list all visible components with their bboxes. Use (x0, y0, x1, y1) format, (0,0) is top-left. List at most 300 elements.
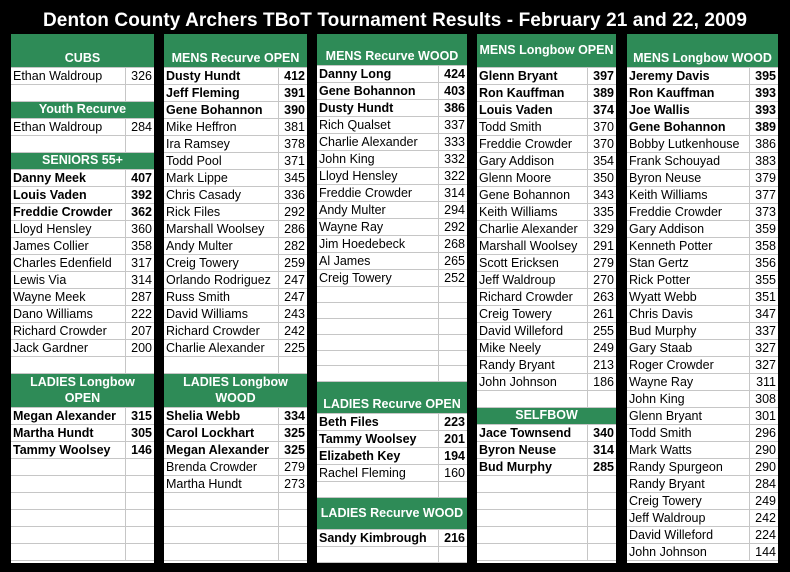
result-row (164, 136, 307, 153)
archer-name: Creig Towery (319, 270, 392, 285)
archer-name: David Willeford (479, 324, 564, 338)
empty-cell (317, 482, 438, 497)
empty-cell (11, 527, 125, 543)
archer-score: 356 (749, 255, 778, 271)
result-row (317, 253, 467, 270)
archer-name: Beth Files (319, 415, 379, 430)
archer-score: 247 (278, 289, 307, 305)
result-row (164, 68, 307, 85)
archer-name: Lloyd Hensley (13, 222, 92, 236)
archer-name: Shelia Webb (166, 409, 241, 423)
empty-cell (278, 527, 307, 543)
result-row (627, 323, 778, 340)
result-row (477, 289, 616, 306)
empty-row (164, 544, 307, 561)
result-row (627, 102, 778, 119)
archer-score: 393 (749, 102, 778, 118)
archer-name: Glenn Bryant (629, 409, 702, 423)
archer-score: 252 (438, 270, 467, 286)
result-row (164, 119, 307, 136)
archer-name: Chris Davis (629, 307, 693, 321)
archer-score: 332 (438, 151, 467, 167)
empty-cell (438, 482, 467, 497)
empty-cell (278, 510, 307, 526)
empty-cell (317, 287, 438, 302)
result-row (317, 151, 467, 168)
empty-cell (11, 85, 125, 101)
archer-name: Ethan Waldroup (13, 69, 103, 83)
empty-cell (125, 527, 154, 543)
archer-score: 225 (278, 340, 307, 356)
archer-name: Elizabeth Key (319, 449, 401, 464)
archer-name: John King (319, 151, 375, 166)
archer-score: 327 (749, 357, 778, 373)
result-row (317, 270, 467, 287)
result-row (477, 187, 616, 204)
page-title: Denton County Archers TBoT Tournament Results - February 21 and 22, 2009 (42, 10, 747, 31)
archer-name: Gary Addison (629, 222, 705, 236)
archer-score: 247 (278, 272, 307, 288)
results-column (11, 34, 154, 563)
archer-score: 290 (749, 442, 778, 458)
archer-name: Jeff Waldroup (479, 273, 556, 287)
archer-name: Sandy Kimbrough (319, 531, 427, 546)
archer-name: Dusty Hundt (319, 100, 394, 115)
result-row (11, 238, 154, 255)
archer-name: Lloyd Hensley (319, 168, 398, 183)
empty-cell (587, 493, 616, 509)
archer-name: Richard Crowder (479, 290, 573, 304)
empty-cell (11, 510, 125, 526)
division-title: LADIES Recurve OPEN (323, 397, 461, 412)
empty-cell (125, 85, 154, 101)
result-row (164, 306, 307, 323)
archer-name: Gene Bohannon (629, 120, 726, 134)
archer-score: 249 (587, 340, 616, 356)
archer-score: 284 (749, 476, 778, 492)
division-header (11, 34, 154, 68)
archer-score: 389 (587, 85, 616, 101)
empty-row (11, 527, 154, 544)
result-row (317, 448, 467, 465)
empty-row (164, 493, 307, 510)
results-column (317, 34, 467, 563)
archer-score: 354 (587, 153, 616, 169)
archer-name: Jeff Fleming (166, 86, 240, 100)
archer-name: Keith Williams (479, 205, 558, 219)
empty-row (317, 335, 467, 351)
result-row (11, 68, 154, 85)
result-row (627, 476, 778, 493)
archer-score: 144 (749, 544, 778, 560)
result-row (317, 168, 467, 185)
archer-name: Randy Bryant (629, 477, 705, 491)
archer-name: Ron Kauffman (629, 86, 715, 100)
result-row (477, 340, 616, 357)
empty-cell (164, 544, 278, 560)
archer-name: Stan Gertz (629, 256, 689, 270)
division-title: LADIES Longbow OPEN (30, 375, 135, 405)
archer-name: Martha Hundt (166, 477, 242, 491)
archer-score: 379 (749, 170, 778, 186)
result-row (627, 357, 778, 374)
empty-row (164, 527, 307, 544)
division-header (627, 34, 778, 68)
empty-cell (11, 459, 125, 475)
empty-row (11, 459, 154, 476)
result-row (11, 255, 154, 272)
archer-score: 424 (438, 66, 467, 82)
empty-row (11, 136, 154, 153)
archer-name: Gene Bohannon (319, 83, 416, 98)
division-header (11, 153, 154, 170)
empty-cell (164, 527, 278, 543)
archer-score: 329 (587, 221, 616, 237)
archer-score: 268 (438, 236, 467, 252)
result-row (164, 238, 307, 255)
result-row (317, 202, 467, 219)
archer-score: 392 (125, 187, 154, 203)
empty-cell (317, 366, 438, 381)
archer-score: 326 (125, 68, 154, 84)
result-row (317, 83, 467, 100)
archer-score: 146 (125, 442, 154, 458)
result-row (317, 219, 467, 236)
result-row (317, 134, 467, 151)
archer-name: Danny Meek (13, 171, 86, 185)
empty-row (477, 544, 616, 561)
division-header (317, 498, 467, 530)
result-row (164, 85, 307, 102)
result-row (317, 66, 467, 83)
result-row (477, 102, 616, 119)
result-row (477, 272, 616, 289)
empty-row (317, 303, 467, 319)
archer-score: 358 (125, 238, 154, 254)
division-title: MENS Longbow OPEN (479, 43, 614, 57)
empty-row (317, 351, 467, 367)
empty-cell (438, 335, 467, 350)
result-row (627, 221, 778, 238)
archer-score: 337 (438, 117, 467, 133)
division-title: Youth Recurve (38, 102, 127, 116)
archer-score: 223 (438, 414, 467, 430)
empty-cell (317, 547, 438, 562)
archer-score: 213 (587, 357, 616, 373)
empty-row (317, 287, 467, 303)
archer-score: 224 (749, 527, 778, 543)
result-row (164, 102, 307, 119)
archer-name: Mike Heffron (166, 120, 237, 134)
archer-name: Rich Qualset (319, 117, 391, 132)
archer-name: Charlie Alexander (319, 134, 418, 149)
result-row (164, 153, 307, 170)
archer-score: 292 (278, 204, 307, 220)
archer-name: Keith Williams (629, 188, 708, 202)
archer-name: Freddie Crowder (479, 137, 573, 151)
empty-row (477, 476, 616, 493)
result-row (627, 510, 778, 527)
archer-name: Andy Multer (166, 239, 233, 253)
empty-row (11, 357, 154, 374)
archer-name: John Johnson (479, 375, 557, 389)
empty-row (477, 527, 616, 544)
archer-score: 393 (749, 85, 778, 101)
result-row (627, 170, 778, 187)
archer-name: Wyatt Webb (629, 290, 697, 304)
empty-cell (587, 391, 616, 407)
archer-score: 242 (278, 323, 307, 339)
archer-score: 296 (749, 425, 778, 441)
archer-score: 403 (438, 83, 467, 99)
result-row (477, 323, 616, 340)
archer-score: 292 (438, 219, 467, 235)
archer-score: 345 (278, 170, 307, 186)
archer-score: 386 (438, 100, 467, 116)
archer-score: 378 (278, 136, 307, 152)
archer-name: Al James (319, 253, 371, 268)
archer-name: Randy Spurgeon (629, 460, 723, 474)
archer-name: Carol Lockhart (166, 426, 255, 440)
archer-score: 286 (278, 221, 307, 237)
result-row (627, 153, 778, 170)
archer-score: 160 (438, 465, 467, 481)
division-header (164, 374, 307, 408)
archer-score: 359 (749, 221, 778, 237)
archer-score: 335 (587, 204, 616, 220)
result-row (317, 117, 467, 134)
result-row (477, 425, 616, 442)
archer-score: 285 (587, 459, 616, 475)
archer-name: Jeremy Davis (629, 69, 710, 83)
empty-row (317, 366, 467, 382)
archer-score: 333 (438, 134, 467, 150)
empty-cell (164, 493, 278, 509)
empty-row (477, 493, 616, 510)
result-row (164, 289, 307, 306)
archer-name: Louis Vaden (13, 188, 87, 202)
archer-name: Lewis Via (13, 273, 67, 287)
archer-name: Rick Files (166, 205, 221, 219)
result-row (477, 459, 616, 476)
result-row (627, 391, 778, 408)
result-row (627, 340, 778, 357)
archer-name: Charlie Alexander (479, 222, 578, 236)
archer-name: Byron Neuse (479, 443, 557, 457)
result-row (477, 306, 616, 323)
result-row (317, 100, 467, 117)
result-row (11, 272, 154, 289)
division-title: LADIES Longbow WOOD (183, 375, 288, 405)
archer-name: Gene Bohannon (479, 188, 571, 202)
result-row (164, 170, 307, 187)
result-row (627, 238, 778, 255)
archer-name: Ron Kauffman (479, 86, 565, 100)
empty-cell (125, 476, 154, 492)
archer-name: Byron Neuse (629, 171, 702, 185)
archer-score: 311 (749, 374, 778, 390)
archer-name: Gary Addison (479, 154, 555, 168)
archer-score: 360 (125, 221, 154, 237)
empty-cell (477, 391, 587, 407)
result-row (11, 340, 154, 357)
archer-score: 325 (278, 442, 307, 458)
archer-score: 290 (749, 459, 778, 475)
result-row (11, 221, 154, 238)
result-row (477, 153, 616, 170)
archer-name: Mark Watts (629, 443, 692, 457)
archer-score: 273 (278, 476, 307, 492)
archer-name: Scott Ericksen (479, 256, 559, 270)
division-title: MENS Longbow WOOD (633, 51, 772, 65)
archer-name: Randy Bryant (479, 358, 555, 372)
empty-cell (587, 544, 616, 560)
empty-cell (125, 544, 154, 560)
archer-name: James Collier (13, 239, 89, 253)
archer-score: 370 (587, 136, 616, 152)
result-row (627, 425, 778, 442)
empty-cell (125, 459, 154, 475)
archer-name: Kenneth Potter (629, 239, 713, 253)
division-header (477, 34, 616, 68)
empty-cell (11, 493, 125, 509)
division-title: SELFBOW (515, 408, 578, 422)
archer-name: Gary Staab (629, 341, 693, 355)
empty-row (317, 547, 467, 563)
empty-row (477, 510, 616, 527)
result-row (477, 357, 616, 374)
archer-score: 347 (749, 306, 778, 322)
archer-score: 351 (749, 289, 778, 305)
results-column (164, 34, 307, 563)
archer-score: 314 (587, 442, 616, 458)
empty-cell (278, 493, 307, 509)
archer-score: 362 (125, 204, 154, 220)
result-row (627, 289, 778, 306)
empty-row (11, 493, 154, 510)
archer-name: Jeff Waldroup (629, 511, 706, 525)
empty-row (11, 510, 154, 527)
archer-score: 355 (749, 272, 778, 288)
archer-score: 314 (438, 185, 467, 201)
archer-name: Rachel Fleming (319, 466, 406, 481)
archer-name: Freddie Crowder (13, 205, 113, 219)
archer-score: 350 (587, 170, 616, 186)
empty-row (477, 391, 616, 408)
archer-score: 322 (438, 168, 467, 184)
archer-score: 395 (749, 68, 778, 84)
result-row (477, 68, 616, 85)
empty-cell (438, 303, 467, 318)
result-row (317, 414, 467, 431)
archer-score: 259 (278, 255, 307, 271)
archer-score: 407 (125, 170, 154, 186)
archer-name: Wayne Meek (13, 290, 86, 304)
result-row (164, 255, 307, 272)
archer-name: John King (629, 392, 685, 406)
division-header (317, 382, 467, 414)
empty-cell (477, 510, 587, 526)
result-row (11, 408, 154, 425)
result-row (317, 465, 467, 482)
archer-name: Martha Hundt (13, 426, 94, 440)
empty-cell (438, 319, 467, 334)
archer-name: Todd Smith (629, 426, 692, 440)
archer-name: Joe Wallis (629, 103, 690, 117)
archer-name: Marshall Woolsey (479, 239, 578, 253)
archer-name: Brenda Crowder (166, 460, 258, 474)
result-row (164, 272, 307, 289)
empty-row (11, 476, 154, 493)
archer-name: Mark Lippe (166, 171, 228, 185)
result-row (627, 187, 778, 204)
archer-score: 308 (749, 391, 778, 407)
archer-score: 343 (587, 187, 616, 203)
empty-cell (125, 136, 154, 152)
archer-score: 222 (125, 306, 154, 322)
archer-score: 325 (278, 425, 307, 441)
empty-cell (587, 476, 616, 492)
result-row (164, 459, 307, 476)
archer-score: 371 (278, 153, 307, 169)
archer-score: 358 (749, 238, 778, 254)
result-row (627, 374, 778, 391)
archer-score: 390 (278, 102, 307, 118)
result-row (11, 289, 154, 306)
result-row (627, 544, 778, 561)
result-row (164, 476, 307, 493)
archer-score: 386 (749, 136, 778, 152)
result-row (627, 85, 778, 102)
archer-score: 374 (587, 102, 616, 118)
result-row (164, 408, 307, 425)
division-title: MENS Recurve WOOD (325, 48, 459, 63)
archer-score: 291 (587, 238, 616, 254)
archer-name: Jace Townsend (479, 426, 572, 440)
archer-name: Charlie Alexander (166, 341, 265, 355)
empty-row (317, 319, 467, 335)
empty-cell (125, 357, 154, 373)
empty-cell (438, 366, 467, 381)
archer-name: David Willeford (629, 528, 714, 542)
archer-score: 294 (438, 202, 467, 218)
result-row (627, 204, 778, 221)
archer-score: 242 (749, 510, 778, 526)
result-row (477, 238, 616, 255)
archer-score: 412 (278, 68, 307, 84)
empty-row (11, 85, 154, 102)
empty-cell (125, 493, 154, 509)
empty-cell (587, 527, 616, 543)
result-row (627, 493, 778, 510)
empty-cell (477, 527, 587, 543)
result-row (627, 68, 778, 85)
archer-name: Marshall Woolsey (166, 222, 265, 236)
archer-score: 317 (125, 255, 154, 271)
division-header (11, 102, 154, 119)
result-row (317, 431, 467, 448)
archer-score: 261 (587, 306, 616, 322)
archer-name: Dano Williams (13, 307, 93, 321)
empty-row (164, 510, 307, 527)
archer-score: 327 (749, 340, 778, 356)
results-column (477, 34, 616, 563)
empty-cell (11, 357, 125, 373)
division-header (477, 408, 616, 425)
archer-name: Freddie Crowder (629, 205, 723, 219)
result-row (477, 170, 616, 187)
result-row (164, 442, 307, 459)
